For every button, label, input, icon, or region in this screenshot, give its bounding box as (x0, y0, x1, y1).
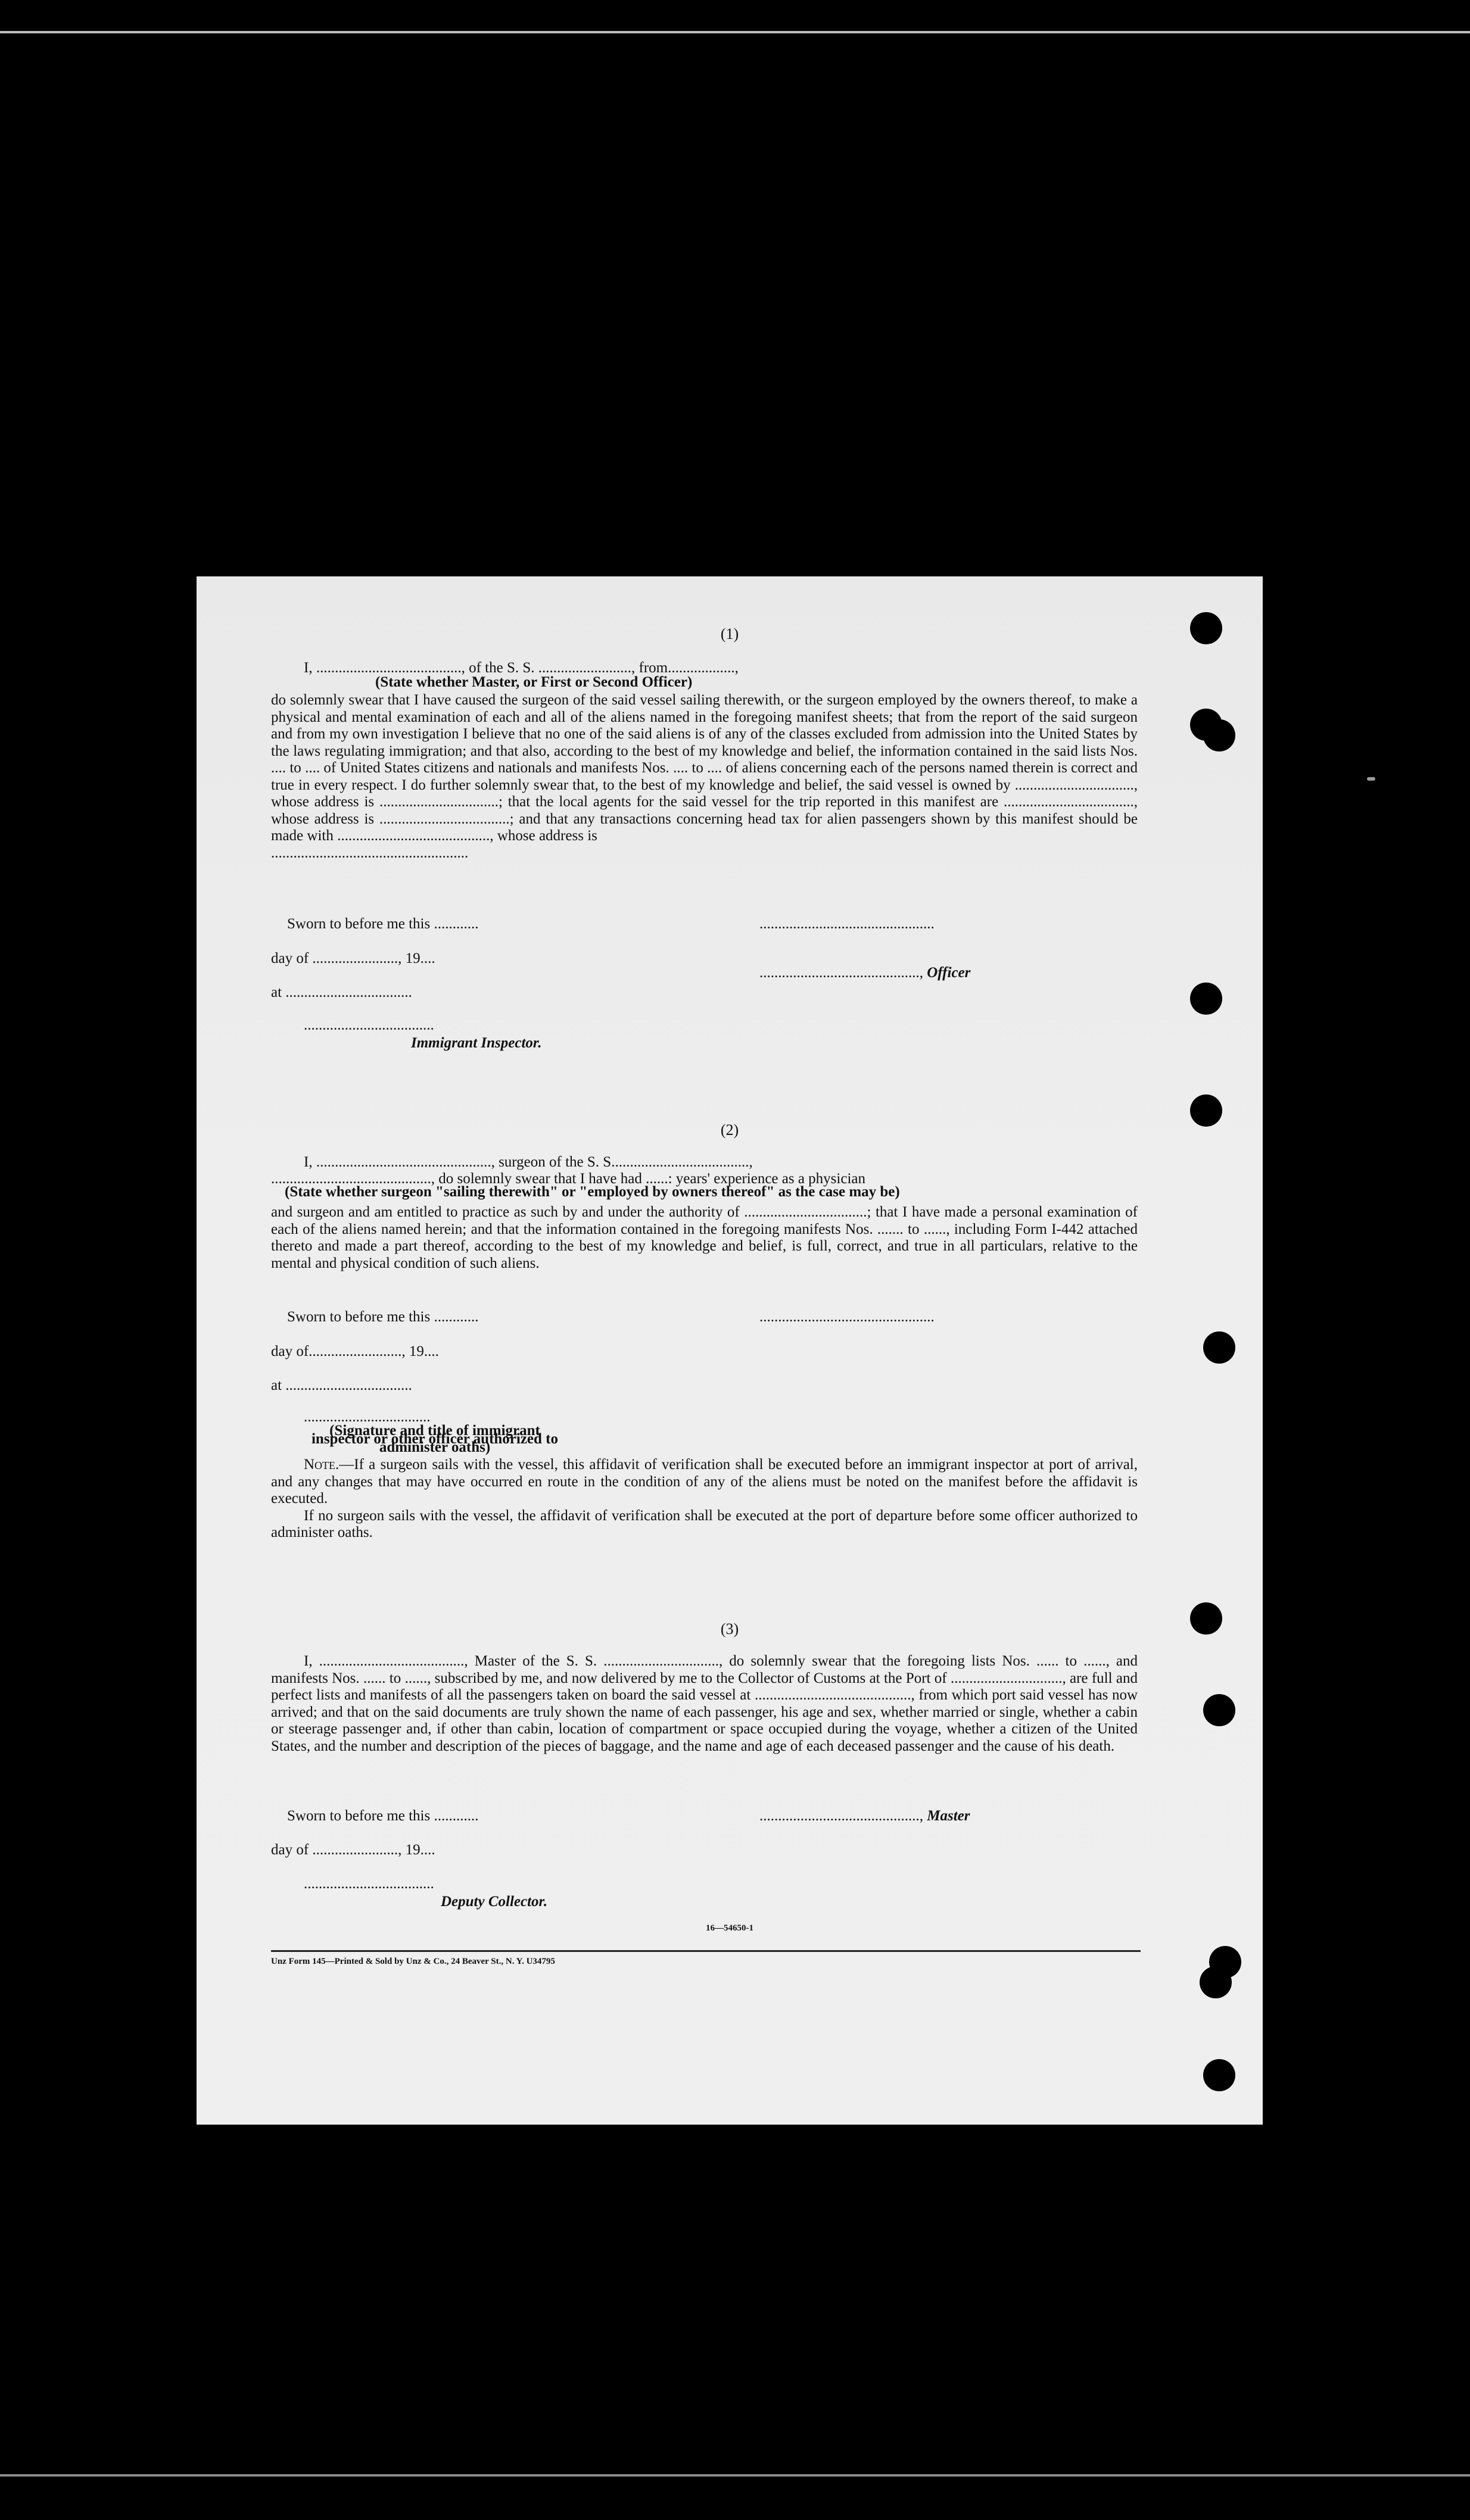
section-2-body-text: and surgeon and am entitled to practice as such by and under the authority of .................................; that I have made a personal examination of each of the aliens named herein; and that the information contained in the foregoing manifests Nos. ....... to ......, including Form I-442 attached thereto and made a part thereof, according to the best of my knowledge and belief, is full, correct, and true in all particulars, relative to the mental and physical condition of such aliens. (271, 1204, 1138, 1271)
section-2-second-line: ..........................................., do solemnly swear that I have had ......: years' experience as a physician (271, 1171, 865, 1187)
section-2-inspector-line: .................................. (304, 1409, 431, 1425)
section-1-signature-line: ............................................... (759, 916, 935, 932)
section-1-day: day of ......................., 19.... (271, 950, 435, 966)
punch-hole (1203, 719, 1235, 751)
punch-hole (1203, 2059, 1235, 2091)
section-1-body-text: do solemnly swear that I have caused the surgeon of the said vessel sailing therewith, or the surgeon employed by the owners thereof, to make a physical and mental examination of each and all of the aliens named in the foregoing manifest sheets; that from the report of the said surgeon and from my own investigation I believe that no one of the said aliens is of any of the classes excluded from admission into the United States by the laws regulating immigration; and that also, according to the best of my knowledge and belief, the information contained in the said lists Nos. .... to .... of United States citizens and nationals and manifests Nos. .... to .... of aliens concerning each of the persons named therein is correct and true in every respect. I do further solemnly swear that, to the best of my knowledge and belief, the said vessel is owned by ................................, whose address is ................................; that the local agents for the said vessel for the trip reported in this manifest are ..................................., whose address is ...................................; and that any transactions concerning head tax for alien passengers shown by this manifest should be made with ........................................., whose address is (271, 692, 1138, 844)
section-1-first-line: I, ......................................., of the S. S. ........................., from.................., (304, 660, 739, 676)
section-3-master-line: ..........................................., (759, 1808, 927, 1824)
section-3-collector-line: ................................... (304, 1876, 434, 1892)
printer-footer: Unz Form 145—Printed & Sold by Unz & Co., 24 Beaver St., N. Y. U34795 (271, 1957, 555, 1966)
section-3-master-label: Master (927, 1808, 970, 1824)
note-label: Note. (304, 1457, 340, 1473)
section-1-sworn: Sworn to before me this ............ (287, 916, 479, 932)
section-3-collector-title: Deputy Collector. (441, 1894, 548, 1910)
punch-hole (1190, 983, 1222, 1015)
section-2-signature-line: ............................................... (759, 1309, 935, 1325)
section-1-at: at .................................. (271, 984, 412, 1000)
section-3-day: day of ......................., 19.... (271, 1842, 435, 1858)
scan-speck (1367, 777, 1375, 781)
footer-rule (271, 1950, 1141, 1952)
top-rule (0, 31, 1470, 33)
section-2-sworn: Sworn to before me this ............ (287, 1309, 479, 1325)
note-1-text: —If a surgeon sails with the vessel, this affidavit of verification shall be executed before an immigrant inspector at port of arrival, and any changes that may have occurred en route in the condition of any of the aliens must be noted on the manifest before the affidavit is executed. (271, 1457, 1138, 1507)
section-2-inspector-caption: (Signature and title of immigrant inspector or other officer authorized to administer oaths) (311, 1423, 559, 1455)
section-1-caption: (State whether Master, or First or Second Officer) (375, 674, 693, 690)
punch-hole (1203, 1694, 1235, 1726)
section-1-officer-label: Officer (927, 965, 971, 981)
section-2-day: day of........................., 19.... (271, 1343, 439, 1359)
section-3-number: (3) (720, 1620, 739, 1638)
section-2-at: at .................................. (271, 1377, 412, 1393)
section-2-number: (2) (720, 1121, 739, 1139)
section-1-body (271, 692, 1138, 862)
section-1-officer (759, 965, 970, 981)
section-1-number: (1) (720, 625, 739, 643)
section-1-officer-line: ..........................................., (759, 965, 927, 981)
section-3-body (271, 1653, 1138, 1755)
section-2-first-line: I, ..............................................., surgeon of the S. S....................................., (304, 1154, 753, 1170)
section-2-note-1 (271, 1457, 1138, 1508)
section-2-body (271, 1204, 1138, 1272)
section-2-note-2: If no surgeon sails with the vessel, the affidavit of verification shall be executed at the port of departure before some officer authorized to administer oaths. (271, 1507, 1138, 1540)
punch-hole (1200, 1966, 1232, 1998)
section-2-note (271, 1457, 1138, 1542)
bottom-rule (0, 2474, 1470, 2477)
section-3-body-text: I, ......................................., Master of the S. S. ..............................., do solemnly swear that the foregoing lists Nos. ...... to ......, and manifests Nos. ...... to ......, subscribed by me, and now delivered by me to the Collector of Customs at the Port of .............................., are full and perfect lists and manifests of all the passengers taken on board the said vessel at .........................................., from which port said vessel has now arrived; and that on the said documents are truly shown the name of each passenger, his age and sex, whether married or single, whether a cabin or steerage passenger and, if other than cabin, location of compartment or space occupied during the voyage, whether a citizen of the United States, and the number and description of the pieces of baggage, and the name and age of each deceased passenger and the cause of his death. (271, 1653, 1138, 1754)
section-3-master (759, 1808, 970, 1824)
section-2-caption: (State whether surgeon "sailing therewith" or "employed by owners thereof" as the case may be) (285, 1184, 900, 1200)
section-3-sworn: Sworn to before me this ............ (287, 1808, 479, 1824)
form-number: 16—54650-1 (706, 1923, 753, 1933)
manifest-affidavit-page (197, 576, 1263, 2125)
section-1-body-tail: ..................................................... (271, 844, 469, 861)
section-1-inspector-title: Immigrant Inspector. (411, 1035, 542, 1051)
punch-hole (1203, 1331, 1235, 1364)
section-1-inspector-line: ................................... (304, 1017, 434, 1033)
